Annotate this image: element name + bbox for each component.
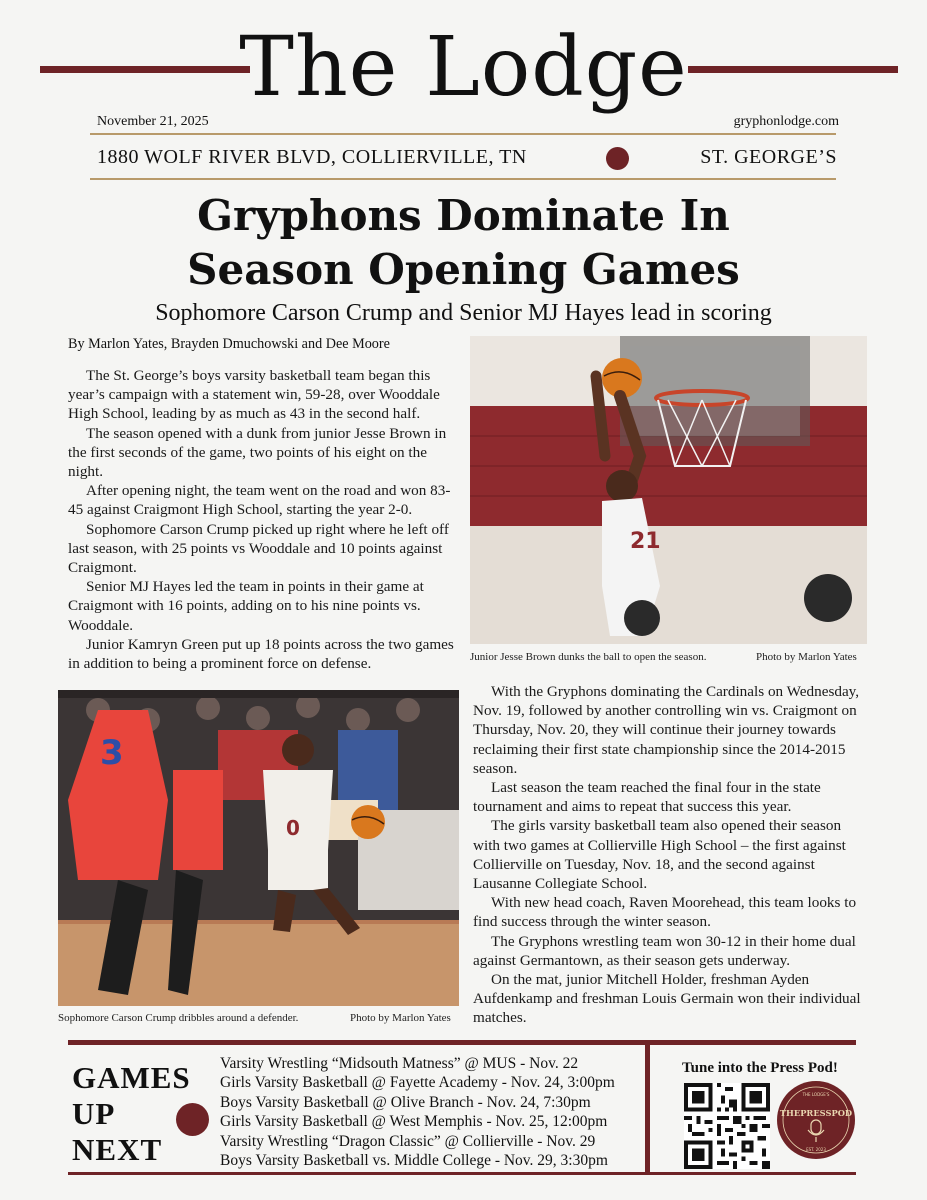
games-title-line: NEXT [72, 1132, 163, 1167]
byline: By Marlon Yates, Brayden Dmuchowski and Dee Moore [68, 336, 390, 352]
press-pod-logo-graphic [776, 1080, 856, 1160]
press-pod-logo-est: EST. 2023 [806, 1147, 826, 1152]
games-divider [645, 1045, 650, 1173]
school-address: 1880 WOLF RIVER BLVD, COLLIERVILLE, TN [97, 146, 527, 168]
dribble-photo [58, 690, 459, 1006]
dunk-jersey-number: 21 [630, 529, 661, 554]
dunk-photo [470, 336, 867, 644]
article-column-2 [473, 682, 865, 1028]
bottom-rule [68, 1172, 856, 1175]
game-item: Girls Varsity Basketball @ Fayette Academy - Nov. 24, 3:00pm [220, 1074, 615, 1092]
paragraph: Junior Kamryn Green put up 18 points across the two games in addition to being a prominent force on defense. [68, 635, 454, 673]
paragraph: With the Gryphons dominating the Cardinals on Wednesday, Nov. 19, followed by another controlling win vs. Craigmont on Thursday, Nov. 20, they will continue their journey towards reclaiming their first state championship since the 2014-2015 season. [473, 683, 860, 777]
masthead-rule-top [90, 133, 836, 135]
game-item: Varsity Wrestling “Dragon Classic” @ Collierville - Nov. 29 [220, 1132, 596, 1150]
game-item: Boys Varsity Basketball @ Olive Branch - Nov. 24, 7:30pm [220, 1093, 591, 1111]
school-name: ST. GEORGE’S [700, 146, 837, 168]
headline-line-2: Season Opening Games [187, 245, 740, 294]
defender-jersey-number: 3 [100, 733, 124, 773]
dribble-photo-caption: Sophomore Carson Crump dribbles around a defender. [58, 1012, 299, 1024]
subheadline: Sophomore Carson Crump and Senior MJ Hayes lead in scoring [155, 300, 772, 326]
paragraph: The season opened with a dunk from junior Jesse Brown in the first seconds of the game, two points of his eight on the night. [68, 424, 447, 481]
game-item: Boys Varsity Basketball vs. Middle College - Nov. 29, 3:30pm [220, 1152, 608, 1170]
game-item: Varsity Wrestling “Midsouth Matness” @ MUS - Nov. 22 [220, 1055, 579, 1072]
games-title-line: UP [72, 1096, 116, 1131]
dribble-photo-illustration [58, 690, 459, 1006]
press-pod-logo-name: THEPRESSPOD [779, 1108, 853, 1118]
paragraph: With new head coach, Raven Moorehead, this team looks to find success through the winter season. [473, 894, 857, 931]
games-dot [176, 1103, 209, 1136]
paragraph: On the mat, junior Mitchell Holder, freshman Ayden Aufdenkamp and freshman Louis Germain won their individual matches. [473, 971, 861, 1027]
dunk-photo-illustration [470, 336, 867, 644]
masthead-rule-bottom [90, 178, 836, 180]
dribbler-jersey-number: 0 [286, 816, 300, 840]
website-link[interactable]: gryphonlodge.com [733, 114, 839, 129]
press-pod-logo [776, 1080, 856, 1160]
paragraph: After opening night, the team went on the road and won 83-45 against Craigmont High School, starting the year 2-0. [68, 482, 451, 519]
podcast-prompt: Tune into the Press Pod! [682, 1060, 838, 1076]
masthead-title: The Lodge [239, 20, 688, 115]
press-pod-logo-top: THE LODGE'S [802, 1092, 830, 1097]
paragraph: Senior MJ Hayes led the team in points in their game at Craigmont with 16 points, adding on to his nine points vs. Wooddale. [68, 578, 424, 634]
paragraph: The Gryphons wrestling team won 30-12 in their home dual against Germantown, as their season gets underway. [473, 932, 856, 969]
game-item: Girls Varsity Basketball @ West Memphis - Nov. 25, 12:00pm [220, 1113, 608, 1131]
paragraph: Last season the team reached the final four in the state tournament and aims to repeat that success this year. [473, 779, 821, 816]
headline-line-1: Gryphons Dominate In [197, 191, 730, 240]
dunk-photo-credit: Photo by Marlon Yates [756, 651, 857, 663]
paragraph: The girls varsity basketball team also opened their season with two games at Collierville High School – the first against Collierville on Tuesday, Nov. 18, and the second against Lausanne Collegiate School. [473, 817, 846, 893]
qr-code-graphic [684, 1083, 770, 1169]
issue-date: November 21, 2025 [97, 114, 209, 129]
games-title [72, 1060, 191, 1168]
games-list [220, 1054, 615, 1170]
article-column-1 [68, 366, 460, 673]
qr-code-icon[interactable] [684, 1083, 770, 1169]
paragraph: Sophomore Carson Crump picked up right where he left off last season, with 25 points vs Wooddale and 10 points against Craigmont. [68, 520, 449, 577]
dunk-photo-caption: Junior Jesse Brown dunks the ball to open the season. [470, 651, 707, 663]
dribble-photo-credit: Photo by Marlon Yates [350, 1012, 451, 1024]
games-rule [68, 1040, 856, 1045]
maroon-dot [606, 147, 629, 170]
games-title-line: GAMES [72, 1060, 191, 1095]
paragraph: The St. George’s boys varsity basketball team began this year’s campaign with a statement win, 59-28, over Wooddale High School, leading by as much as 43 in the second half. [68, 367, 440, 423]
